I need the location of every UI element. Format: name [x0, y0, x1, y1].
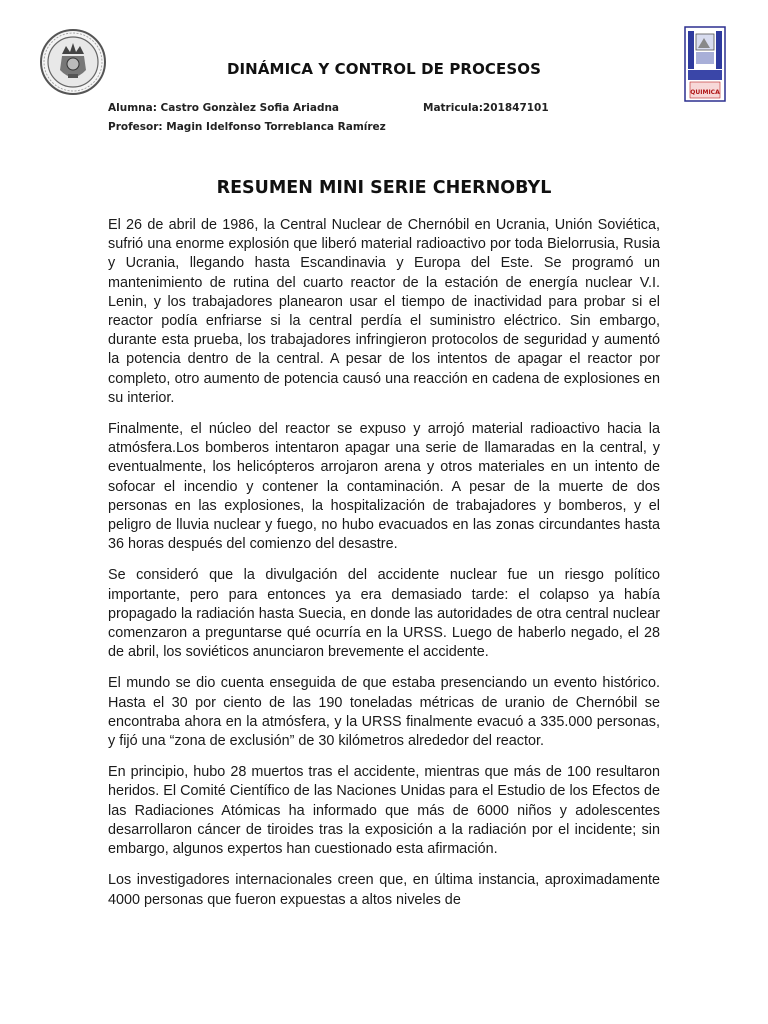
paragraph: Se consideró que la divulgación del accidente nuclear fue un riesgo político importante, pero para entonces ya era demasiado tarde: el colapso ya había propagado la radiación hasta Suecia, en donde las autoridades de otra central nuclear comenzaron a preguntarse qué ocurría en la URSS. Luego de haberlo negado, el 28 de abril, los soviéticos anunciaron brevemente el accidente. — [108, 567, 660, 661]
paragraph: El 26 de abril de 1986, la Central Nuclear de Chernóbil en Ucrania, Unión Soviética, sufrió una enorme explosión que liberó material radioactivo por toda Bielorrusia, Rusia y Ucrania, llegando hasta Escandinavia y Europa del Este. Se programó un mantenimiento de rutina del cuarto reactor de la estación de energía nuclear V.I. Lenin, y los trabajadores planearon usar el tiempo de inactividad para probar si el reactor podía enfriarse si la central perdía el suministro eléctrico. Sin embargo, durante esta prueba, los trabajadores infringieron protocolos de seguridad y aumentó la potencia dentro de la central. A pesar de los intentos de apagar el reactor por completo, otro aumento de potencia causó una reacción en cadena de explosiones en su interior. — [108, 217, 660, 406]
course-title: DINÁMICA Y CONTROL DE PROCESOS — [226, 60, 542, 78]
paragraph: El mundo se dio cuenta enseguida de que estaba presenciando un evento histórico. Hasta el 30 por ciento de las 190 toneladas métricas de uranio de Chernóbil se encontraba ahora en la atmósfera, y la URSS finalmente evacuó a 335.000 personas, y fijó una “zona de exclusión” de 30 kilómetros alrededor del reactor. — [108, 675, 660, 750]
svg-text:QUIMICA: QUIMICA — [690, 89, 720, 96]
document-title: RESUMEN MINI SERIE CHERNOBYL — [216, 178, 552, 198]
document-body — [108, 216, 660, 922]
student-name: Alumna: Castro Gonzàlez Sofia Ariadna — [108, 102, 340, 114]
professor-name: Profesor: Magin Idelfonso Torreblanca Ramírez — [108, 121, 386, 133]
paragraph: Finalmente, el núcleo del reactor se expuso y arrojó material radioactivo hacia la atmósfera.Los bomberos intentaron apagar una serie de llamaradas en la central, y eventualmente, los helicópteros arrojaron arena y otros materiales en un intento de sofocar el incendio y contener la contaminación. A pesar de la muerte de dos personas en las explosiones, la hospitalización de trabajadores y bomberos, y el peligro de lluvia nuclear y fuego, no hubo evacuados en las zonas circundantes hasta 36 horas después del comienzo del desastre. — [108, 421, 660, 553]
paragraph: En principio, hubo 28 muertos tras el accidente, mientras que más de 100 resultaron heridos. El Comité Científico de las Naciones Unidas para el Estudio de los Efectos de las Radiaciones Atómicas ha informado que más de 6000 niños y adolescentes desarrollaron cáncer de tiroides tras la exposición a la radiación por el incidente; sin embargo, algunos expertos han cuestionado esta afirmación. — [108, 764, 660, 858]
student-id: Matricula:201847101 — [423, 102, 549, 114]
paragraph: Los investigadores internacionales creen que, en última instancia, aproximadamente 4000 personas que fueron expuestas a altos niveles de — [108, 872, 660, 908]
